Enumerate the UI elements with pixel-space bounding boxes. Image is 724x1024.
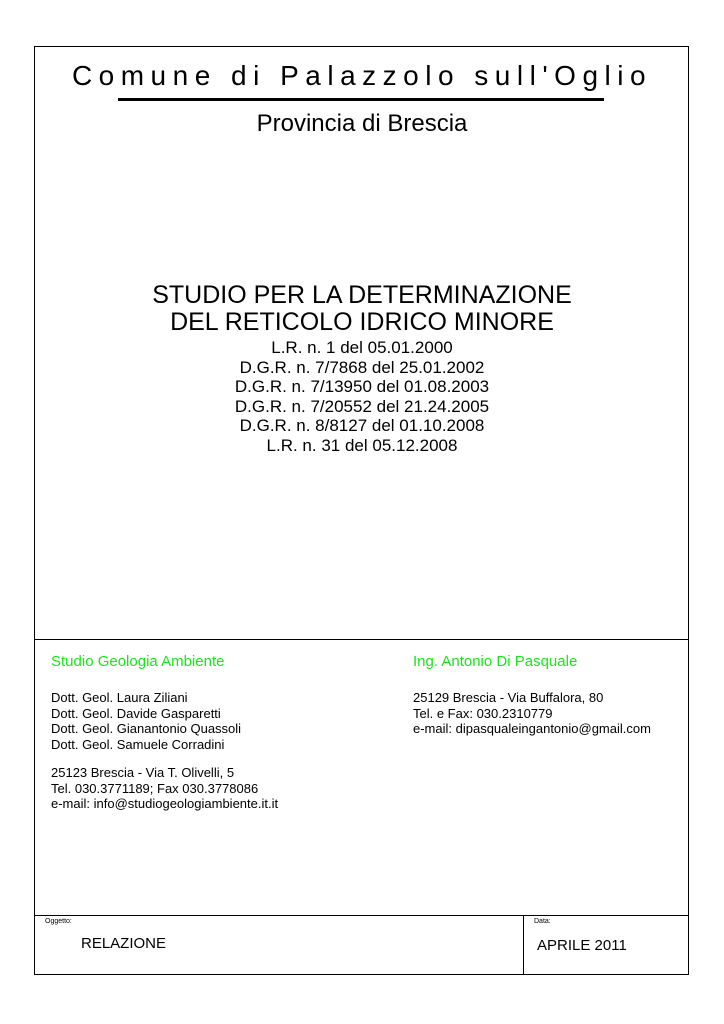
data-label: Data: — [534, 918, 551, 925]
title-underline — [118, 98, 604, 101]
law-reference: D.G.R. n. 7/7868 del 25.01.2002 — [239, 357, 485, 377]
section-divider-top — [34, 639, 689, 640]
section-divider-footer — [34, 915, 689, 916]
engineer-contacts — [413, 690, 651, 737]
footer-column-divider — [523, 915, 524, 975]
studio-name: Studio Geologia Ambiente — [51, 653, 225, 670]
law-reference: D.G.R. n. 7/20552 del 21.24.2005 — [234, 396, 490, 416]
document-title-line-2: DEL RETICOLO IDRICO MINORE — [170, 308, 554, 336]
document-title — [0, 282, 724, 336]
studio-address: 25123 Brescia - Via T. Olivelli, 5 — [51, 765, 235, 780]
law-reference: L.R. n. 31 del 05.12.2008 — [266, 435, 458, 455]
oggetto-label: Oggetto: — [45, 918, 72, 925]
staff-member: Dott. Geol. Samuele Corradini — [51, 736, 225, 752]
studio-email[interactable]: e-mail: info@studiogeologiambiente.it.it — [51, 796, 279, 811]
studio-phone: Tel. 030.3771189; Fax 030.3778086 — [51, 780, 259, 796]
engineer-address: 25129 Brescia - Via Buffalora, 80 — [413, 690, 604, 705]
document-title-line-1: STUDIO PER LA DETERMINAZIONE — [152, 281, 572, 309]
law-reference: D.G.R. n. 7/13950 del 01.08.2003 — [234, 377, 490, 396]
studio-staff — [51, 690, 241, 752]
engineer-email[interactable]: e-mail: dipasqualeingantonio@gmail.com — [413, 721, 651, 736]
page-frame — [34, 46, 689, 975]
studio-contacts — [51, 765, 278, 812]
staff-member: Dott. Geol. Davide Gasparetti — [51, 705, 221, 721]
law-reference: D.G.R. n. 8/8127 del 01.10.2008 — [239, 416, 485, 435]
oggetto-value: RELAZIONE — [81, 935, 167, 952]
engineer-phone: Tel. e Fax: 030.2310779 — [413, 705, 553, 721]
law-references — [0, 338, 724, 455]
law-reference: L.R. n. 1 del 05.01.2000 — [271, 338, 453, 357]
comune-title: Comune di Palazzolo sull'Oglio — [71, 60, 653, 91]
engineer-name: Ing. Antonio Di Pasquale — [413, 653, 578, 670]
data-value: APRILE 2011 — [537, 937, 627, 954]
provincia-subtitle: Provincia di Brescia — [256, 110, 468, 137]
staff-member: Dott. Geol. Laura Ziliani — [51, 690, 188, 705]
staff-member: Dott. Geol. Gianantonio Quassoli — [51, 721, 242, 736]
